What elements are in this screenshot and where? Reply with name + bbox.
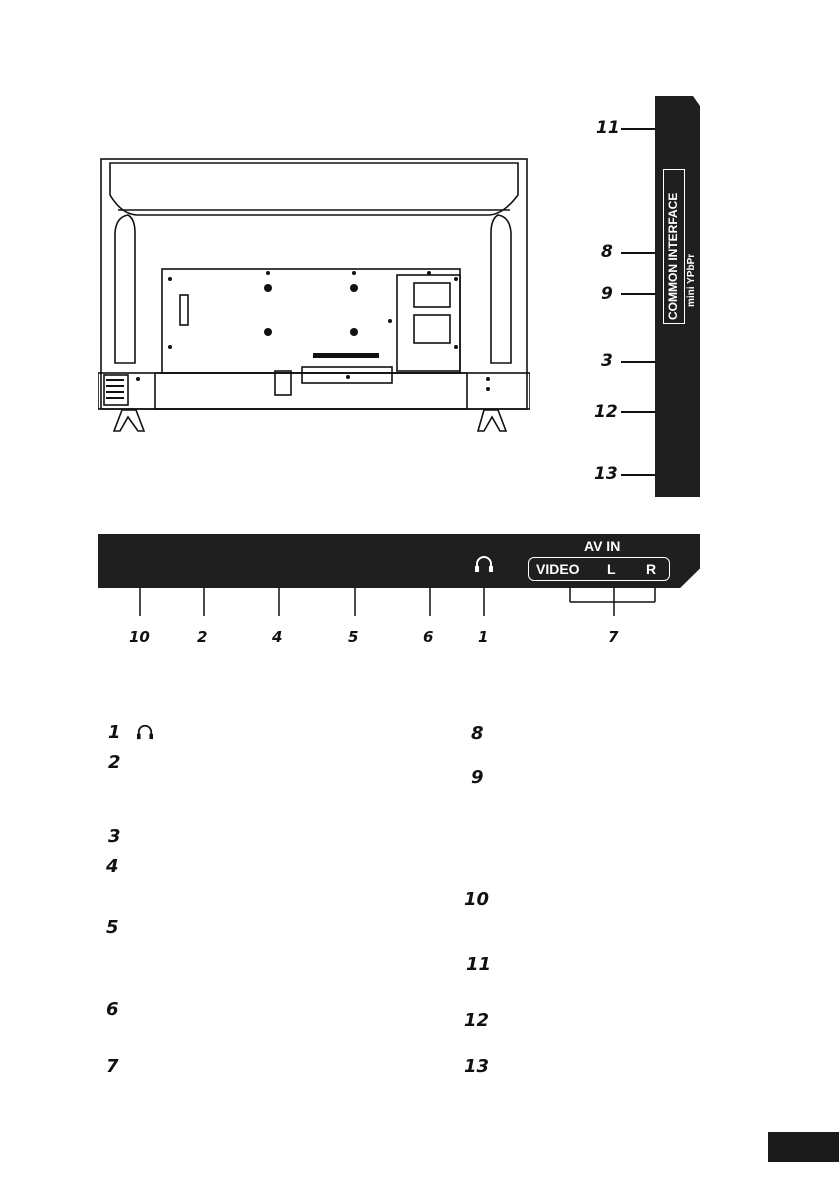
legend-item-2: 2: [108, 752, 121, 773]
callout-3: 3: [601, 351, 613, 371]
page-tab: [768, 1132, 839, 1162]
headphone-icon: [474, 555, 494, 573]
av-l-label: L: [607, 561, 616, 577]
callout-7: 7: [608, 628, 619, 646]
legend-item-8: 8: [471, 723, 484, 744]
legend-item-5: 5: [106, 917, 119, 938]
legend-item-12: 12: [464, 1010, 490, 1031]
legend-item-4: 4: [106, 856, 119, 877]
callout-8: 8: [601, 242, 613, 262]
tv-rear-illustration: [98, 155, 530, 435]
common-interface-label: COMMON INTERFACE: [666, 192, 680, 320]
av-video-label: VIDEO: [536, 561, 580, 577]
mini-ypbpr-label: mini YPbPr: [686, 253, 697, 307]
legend-item-1: 1: [108, 722, 121, 743]
callout-2: 2: [197, 628, 208, 646]
callout-10: 10: [129, 628, 150, 646]
callout-line-3: [621, 361, 655, 363]
av-r-label: R: [646, 561, 657, 577]
callout-6: 6: [423, 628, 434, 646]
callout-line-12: [621, 411, 655, 413]
bottom-callout-lines: [0, 588, 839, 628]
callout-line-9: [621, 293, 655, 295]
callout-line-11: [621, 128, 655, 130]
legend-item-7: 7: [106, 1056, 119, 1077]
legend-item-11: 11: [466, 954, 492, 975]
callout-11: 11: [596, 118, 620, 138]
callout-4: 4: [272, 628, 283, 646]
callout-5: 5: [348, 628, 359, 646]
callout-9: 9: [601, 284, 613, 304]
legend-item-13: 13: [464, 1056, 490, 1077]
av-in-label: AV IN: [584, 538, 621, 554]
legend-item-6: 6: [106, 999, 119, 1020]
callout-1: 1: [478, 628, 489, 646]
legend-item-10: 10: [464, 889, 490, 910]
legend-item-9: 9: [471, 767, 484, 788]
callout-line-8: [621, 252, 655, 254]
callout-line-13: [621, 474, 655, 476]
legend-item-3: 3: [108, 826, 121, 847]
callout-13: 13: [594, 464, 618, 484]
callout-12: 12: [594, 402, 618, 422]
legend-headphone-icon: [136, 724, 154, 740]
